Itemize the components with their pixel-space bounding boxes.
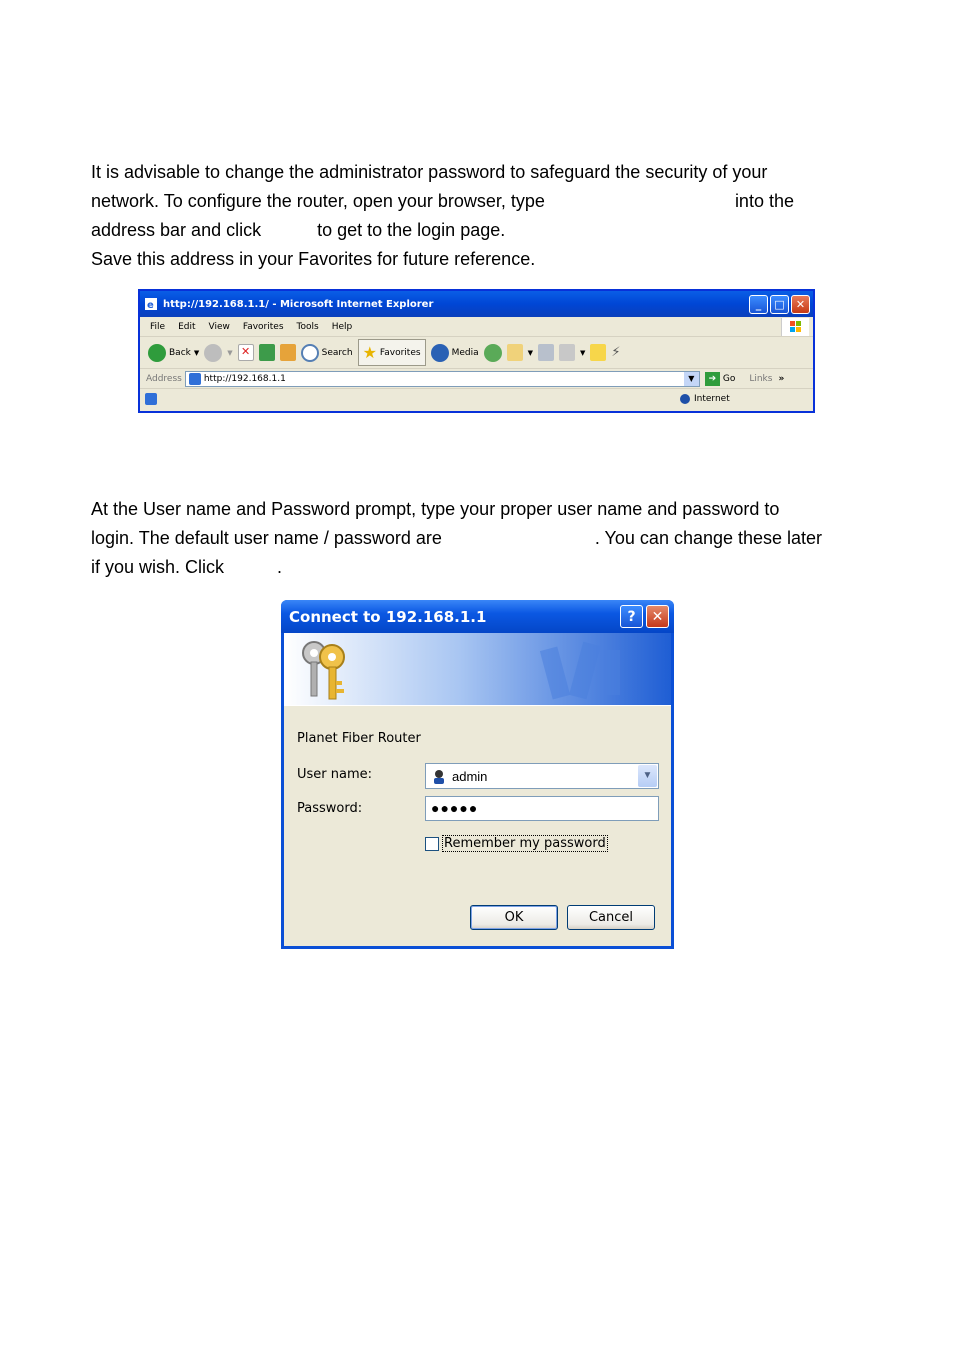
search-label: Search xyxy=(321,347,353,358)
history-icon[interactable] xyxy=(484,344,502,362)
back-arrow-icon xyxy=(148,344,166,362)
home-icon[interactable] xyxy=(280,344,296,361)
help-button[interactable]: ? xyxy=(620,605,643,628)
menu-favorites[interactable]: Favorites xyxy=(242,321,284,332)
security-zone xyxy=(680,394,730,404)
dialog-title: Connect to 192.168.1.1 xyxy=(289,607,487,626)
edit-icon[interactable] xyxy=(559,344,575,361)
close-button[interactable]: ✕ xyxy=(791,295,810,314)
browser-menubar xyxy=(140,317,813,337)
address-label: Address xyxy=(146,373,182,384)
intro-paragraph xyxy=(91,158,881,274)
ie-page-icon xyxy=(144,297,158,311)
chevron-down-icon[interactable]: ▼ xyxy=(638,765,657,787)
favorites-label: Favorites xyxy=(379,347,421,358)
keys-icon xyxy=(296,637,356,703)
intro-line-3-end: to get to the login page. xyxy=(317,220,506,240)
login-line-2 xyxy=(91,524,881,553)
intro-line-2-end: into the xyxy=(734,191,794,211)
username-value: admin xyxy=(452,768,488,784)
login-paragraph xyxy=(91,495,881,582)
go-arrow-icon: ➔ xyxy=(705,372,720,386)
zone-label: Internet xyxy=(694,394,730,404)
search-button[interactable] xyxy=(301,344,353,362)
forward-icon[interactable] xyxy=(204,344,222,362)
search-icon xyxy=(301,344,319,362)
intro-line-4: Save this address in your Favorites for future reference. xyxy=(91,249,536,269)
menu-tools[interactable]: Tools xyxy=(296,321,319,332)
browser-title: http://192.168.1.1/ - Microsoft Internet Explorer xyxy=(163,298,434,310)
messenger-icon[interactable]: ⚡ xyxy=(611,345,621,360)
menu-help[interactable]: Help xyxy=(331,321,353,332)
password-field[interactable]: ●●●●● xyxy=(425,796,659,821)
favorites-star-icon: ★ xyxy=(362,343,377,362)
mail-icon[interactable] xyxy=(507,344,523,361)
go-button[interactable] xyxy=(705,372,735,386)
stop-icon[interactable]: ✕ xyxy=(238,344,254,361)
login-dialog xyxy=(281,600,674,949)
intro-line-3-start: address bar and click xyxy=(91,220,262,240)
remember-password-label[interactable]: Remember my password xyxy=(444,836,606,851)
links-label[interactable]: Links xyxy=(749,373,773,384)
globe-icon xyxy=(680,394,690,404)
dialog-body xyxy=(284,633,671,946)
menu-file[interactable]: File xyxy=(150,321,166,332)
dialog-titlebar xyxy=(281,600,674,633)
svg-text:e: e xyxy=(147,300,154,311)
dialog-close-button[interactable]: ✕ xyxy=(646,605,669,628)
discuss-icon[interactable] xyxy=(590,344,606,361)
media-icon xyxy=(431,344,449,362)
windows-logo-icon xyxy=(781,318,809,336)
remember-password-checkbox[interactable] xyxy=(425,835,608,852)
browser-window xyxy=(138,289,815,413)
address-value: http://192.168.1.1 xyxy=(203,373,286,384)
go-label: Go xyxy=(722,373,736,384)
intro-line-2-start: network. To configure the router, open your browser, type xyxy=(91,191,545,211)
login-line-1: At the User name and Password prompt, type your proper user name and password to xyxy=(91,499,780,519)
cancel-button[interactable]: Cancel xyxy=(567,905,655,930)
login-line-2-start: login. The default user name / password are xyxy=(91,528,442,548)
user-icon xyxy=(431,768,447,784)
realm-text: Planet Fiber Router xyxy=(297,731,421,746)
favorites-button[interactable] xyxy=(358,339,426,366)
page-icon xyxy=(189,373,201,385)
username-label: User name: xyxy=(297,767,373,782)
login-line-3 xyxy=(91,553,881,582)
password-label: Password: xyxy=(297,801,363,816)
media-label: Media xyxy=(451,347,479,358)
username-combobox[interactable] xyxy=(425,763,659,789)
browser-titlebar xyxy=(140,291,813,317)
address-input[interactable] xyxy=(185,371,700,387)
intro-line-3 xyxy=(91,216,881,245)
checkbox-box[interactable] xyxy=(425,837,439,851)
login-line-3-end: . xyxy=(277,557,283,577)
menu-edit[interactable]: Edit xyxy=(178,321,196,332)
chevron-icon[interactable]: » xyxy=(778,373,785,384)
keys-watermark-icon xyxy=(536,638,646,702)
login-line-2-end: . You can change these later xyxy=(594,528,823,548)
browser-statusbar xyxy=(140,389,813,409)
maximize-button[interactable]: □ xyxy=(770,295,789,314)
minimize-button[interactable]: _ xyxy=(749,295,768,314)
print-icon[interactable] xyxy=(538,344,554,361)
ok-button[interactable]: OK xyxy=(470,905,558,930)
intro-line-2 xyxy=(91,187,881,216)
intro-line-1: It is advisable to change the administrator password to safeguard the security of your xyxy=(91,162,768,182)
browser-toolbar: Back ▼ ▼ ✕ Search ★ Favorites Media ▼ ▼ ⚡ xyxy=(140,337,813,369)
browser-addressbar xyxy=(140,369,813,389)
menu-view[interactable]: View xyxy=(208,321,230,332)
refresh-icon[interactable] xyxy=(259,344,275,361)
login-line-3-start: if you wish. Click xyxy=(91,557,225,577)
back-button[interactable]: Back ▼ xyxy=(148,344,199,362)
status-page-icon xyxy=(145,393,157,405)
back-label: Back xyxy=(169,347,191,358)
address-dropdown-icon[interactable]: ▼ xyxy=(684,372,699,386)
dialog-banner xyxy=(284,633,671,706)
media-button[interactable] xyxy=(431,344,479,362)
